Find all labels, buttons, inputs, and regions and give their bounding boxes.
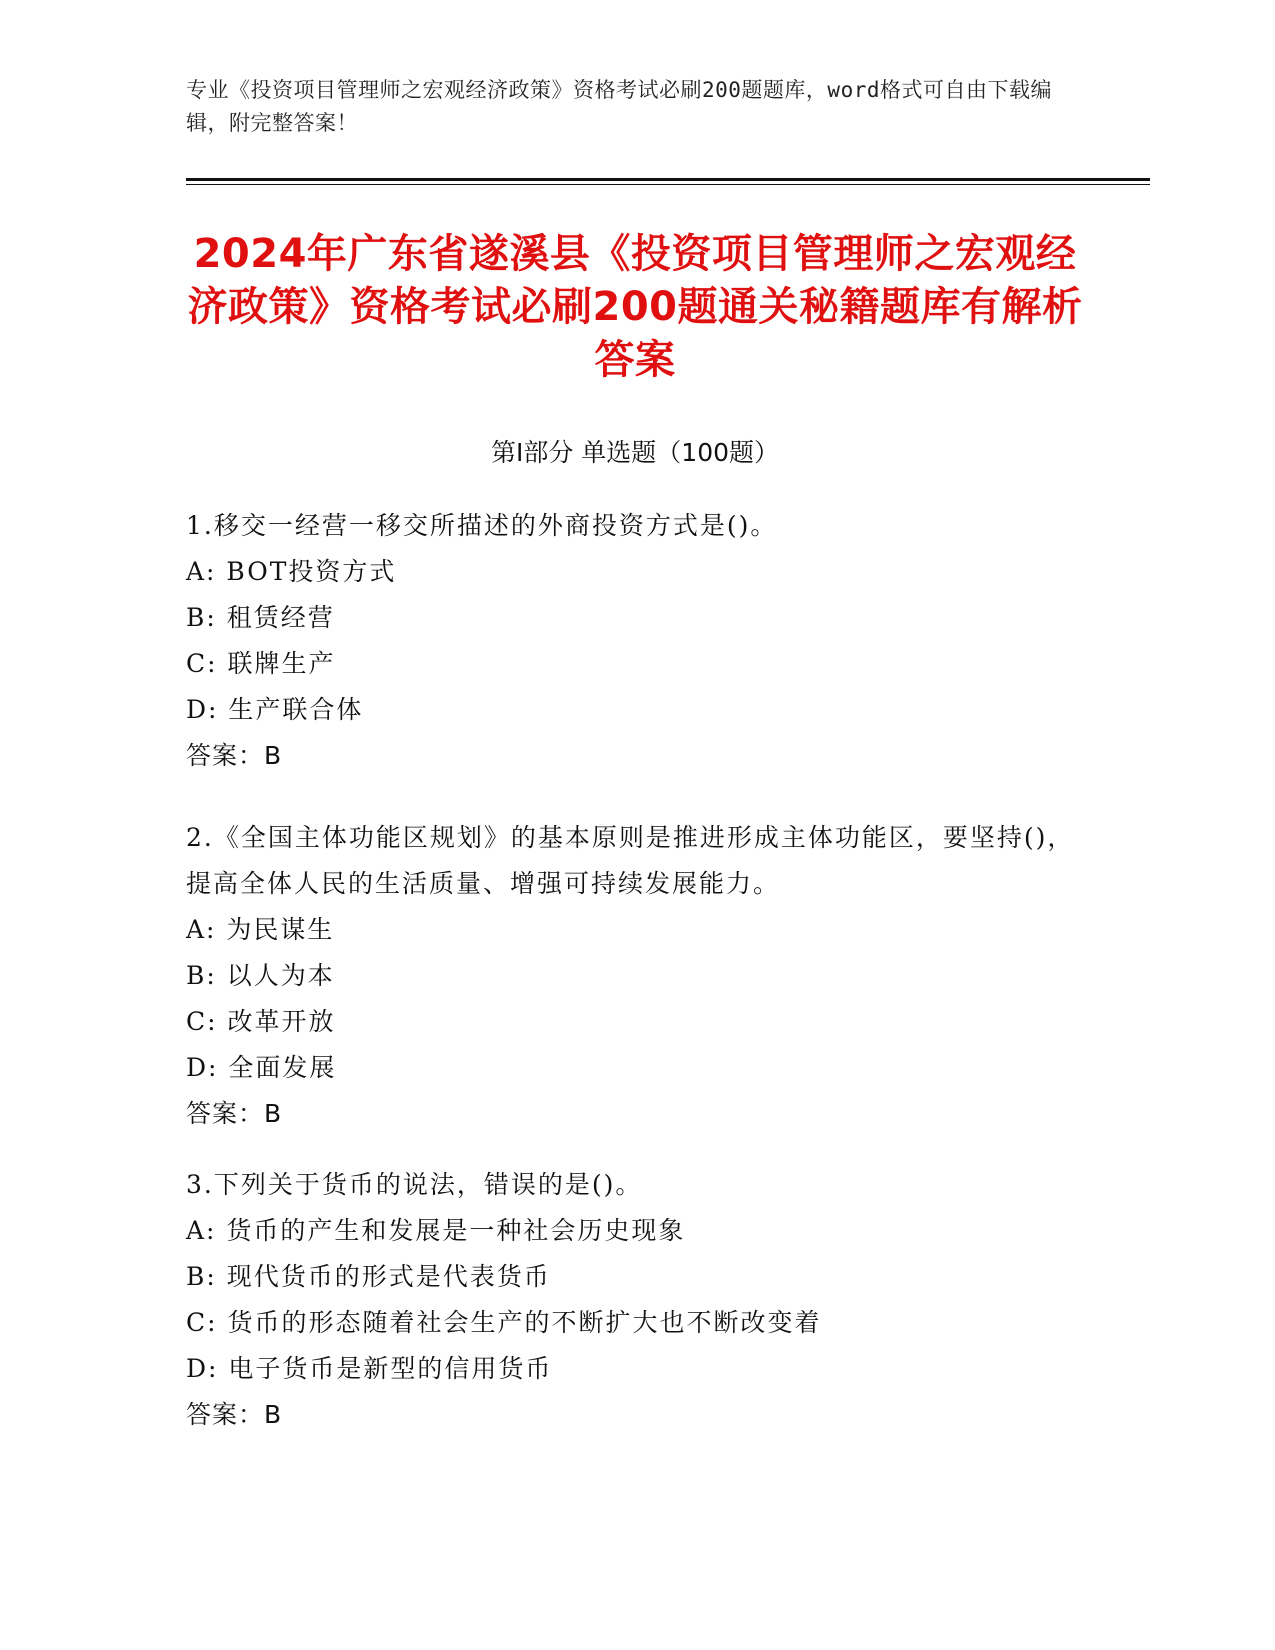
option-c: C: 改革开放 bbox=[186, 1007, 336, 1036]
option-d: D: 生产联合体 bbox=[186, 695, 364, 724]
option-a: A: 货币的产生和发展是一种社会历史现象 bbox=[186, 1216, 686, 1245]
question-stem: 2.《全国主体功能区规划》的基本原则是推进形成主体功能区，要坚持()，提高全体人民的生活质量、增强可持续发展能力。 bbox=[186, 823, 1075, 898]
answer: 答案：B bbox=[186, 1099, 283, 1128]
option-c: C: 货币的形态随着社会生产的不断扩大也不断改变着 bbox=[186, 1308, 822, 1337]
header-divider-thin bbox=[186, 184, 1150, 185]
question-stem: 1.移交一经营一移交所描述的外商投资方式是()。 bbox=[186, 511, 778, 540]
header-divider-thick bbox=[186, 178, 1150, 181]
question-stem: 3.下列关于货币的说法，错误的是()。 bbox=[186, 1170, 643, 1199]
document-title: 2024年广东省遂溪县《投资项目管理师之宏观经济政策》资格考试必刷200题通关秘籍题库有解析答案 bbox=[187, 231, 1083, 383]
option-b: B: 现代货币的形式是代表货币 bbox=[186, 1262, 551, 1291]
option-b: B: 租赁经营 bbox=[186, 603, 335, 632]
option-a: A: BOT投资方式 bbox=[186, 557, 397, 586]
option-b: B: 以人为本 bbox=[186, 961, 335, 990]
option-d: D: 全面发展 bbox=[186, 1053, 337, 1082]
section-title: 第Ⅰ部分 单选题（100题） bbox=[490, 438, 780, 467]
answer: 答案：B bbox=[186, 1400, 283, 1429]
option-a: A: 为民谋生 bbox=[186, 915, 335, 944]
question-3 bbox=[186, 1162, 1086, 1438]
question-2 bbox=[186, 815, 1086, 1137]
header-note: 专业《投资项目管理师之宏观经济政策》资格考试必刷200题题库，word格式可自由下载编辑，附完整答案！ bbox=[186, 78, 1052, 135]
option-d: D: 电子货币是新型的信用货币 bbox=[186, 1354, 553, 1383]
answer: 答案：B bbox=[186, 741, 283, 770]
question-1 bbox=[186, 503, 1086, 779]
option-c: C: 联牌生产 bbox=[186, 649, 336, 678]
